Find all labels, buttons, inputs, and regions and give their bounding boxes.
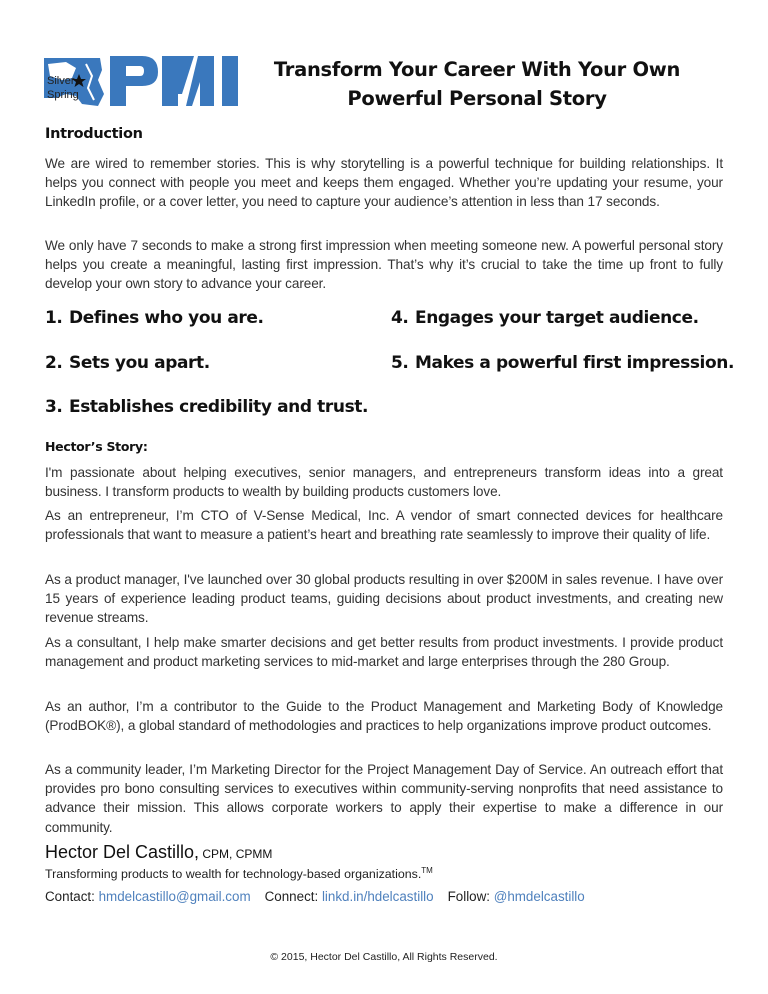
benefit-text: Defines who you are. <box>69 308 264 328</box>
benefit-text: Sets you apart. <box>69 353 210 373</box>
title-line-2: Powerful Personal Story <box>347 87 607 110</box>
benefit-text: Makes a powerful first impression. <box>415 353 735 373</box>
signature-name <box>45 842 723 863</box>
intro-paragraph: We only have 7 seconds to make a strong first impression when meeting someone new. A powerful personal story helps you create a meaningful, lasting first impression. That’s why it’s crucial to take the time up front to fully develop your own story to advance your career. <box>45 238 723 292</box>
benefit-number: 1. <box>45 308 63 328</box>
connect-label: Connect: <box>264 889 322 904</box>
benefit-item <box>45 353 210 373</box>
story-heading: Hector’s Story: <box>45 439 148 454</box>
contact-line <box>45 889 723 904</box>
email-link[interactable]: hmdelcastillo@gmail.com <box>98 889 251 904</box>
pmi-logo-icon <box>42 54 244 108</box>
benefit-number: 5. <box>391 353 409 373</box>
silver-spring-pmi-logo <box>42 54 244 108</box>
title-line-1: Transform Your Career With Your Own <box>273 58 681 81</box>
benefit-item <box>45 308 264 328</box>
story-paragraph: As a consultant, I help make smarter decisions and get better results from product investments. I provide product management and product marketing services to mid-market and large enterprises through the 280 Group. <box>45 635 723 670</box>
benefit-number: 2. <box>45 353 63 373</box>
benefit-number: 4. <box>391 308 409 328</box>
benefit-text: Establishes credibility and trust. <box>69 397 369 417</box>
svg-text:Silver: Silver <box>47 75 75 87</box>
contact-label: Contact: <box>45 889 99 904</box>
story-paragraph: I'm passionate about helping executives, senior managers, and entrepreneurs transform ideas into a great business. I transform products to wealth by building products customers love. <box>45 465 723 500</box>
benefit-text: Engages your target audience. <box>415 308 699 328</box>
intro-paragraph: We are wired to remember stories. This is why storytelling is a powerful technique for building relationships. It helps you connect with people you meet and keeps them engaged. Whether you’re updating your resume, your LinkedIn profile, or a cover letter, you need to capture your audience’s attention in less than 17 seconds. <box>45 156 723 210</box>
tagline-text: Transforming products to wealth for technology-based organizations. <box>45 867 422 882</box>
follow-label: Follow: <box>447 889 494 904</box>
document-title <box>262 55 692 113</box>
copyright-footer: © 2015, Hector Del Castillo, All Rights Reserved. <box>270 951 498 963</box>
benefit-item <box>391 353 734 373</box>
author-credentials: CPM, CPMM <box>199 847 273 861</box>
twitter-link[interactable]: @hmdelcastillo <box>493 889 585 904</box>
benefit-item <box>391 308 699 328</box>
trademark-mark: TM <box>421 866 433 875</box>
introduction-heading: Introduction <box>45 126 143 142</box>
story-paragraph: As an entrepreneur, I’m CTO of V-Sense Medical, Inc. A vendor of smart connected devices for healthcare professionals that want to measure a patient’s heart and breathing rate seamlessly to improve their quality of life. <box>45 508 723 543</box>
benefit-item <box>45 397 368 417</box>
benefit-number: 3. <box>45 397 63 417</box>
story-paragraph: As a product manager, I've launched over 30 global products resulting in over $200M in sales revenue. I have over 15 years of experience leading product teams, guiding decisions about product investments, and creating new revenue streams. <box>45 572 723 626</box>
svg-text:Spring: Spring <box>47 89 79 101</box>
linkedin-link[interactable]: linkd.in/hdelcastillo <box>321 889 434 904</box>
story-paragraph: As a community leader, I’m Marketing Director for the Project Management Day of Service. An outreach effort that provides pro bono consulting services to executives within community-serving nonprofits that need assistance to advance their mission. This allows corporate workers to apply their expertise to make a difference in our community. <box>45 762 723 835</box>
story-paragraph: As an author, I’m a contributor to the Guide to the Product Management and Marketing Body of Knowledge (ProdBOK®), a global standard of methodologies and practices to help organizations improve product outcomes. <box>45 699 723 734</box>
signature-tagline <box>45 866 723 881</box>
author-name: Hector Del Castillo, <box>45 842 200 862</box>
